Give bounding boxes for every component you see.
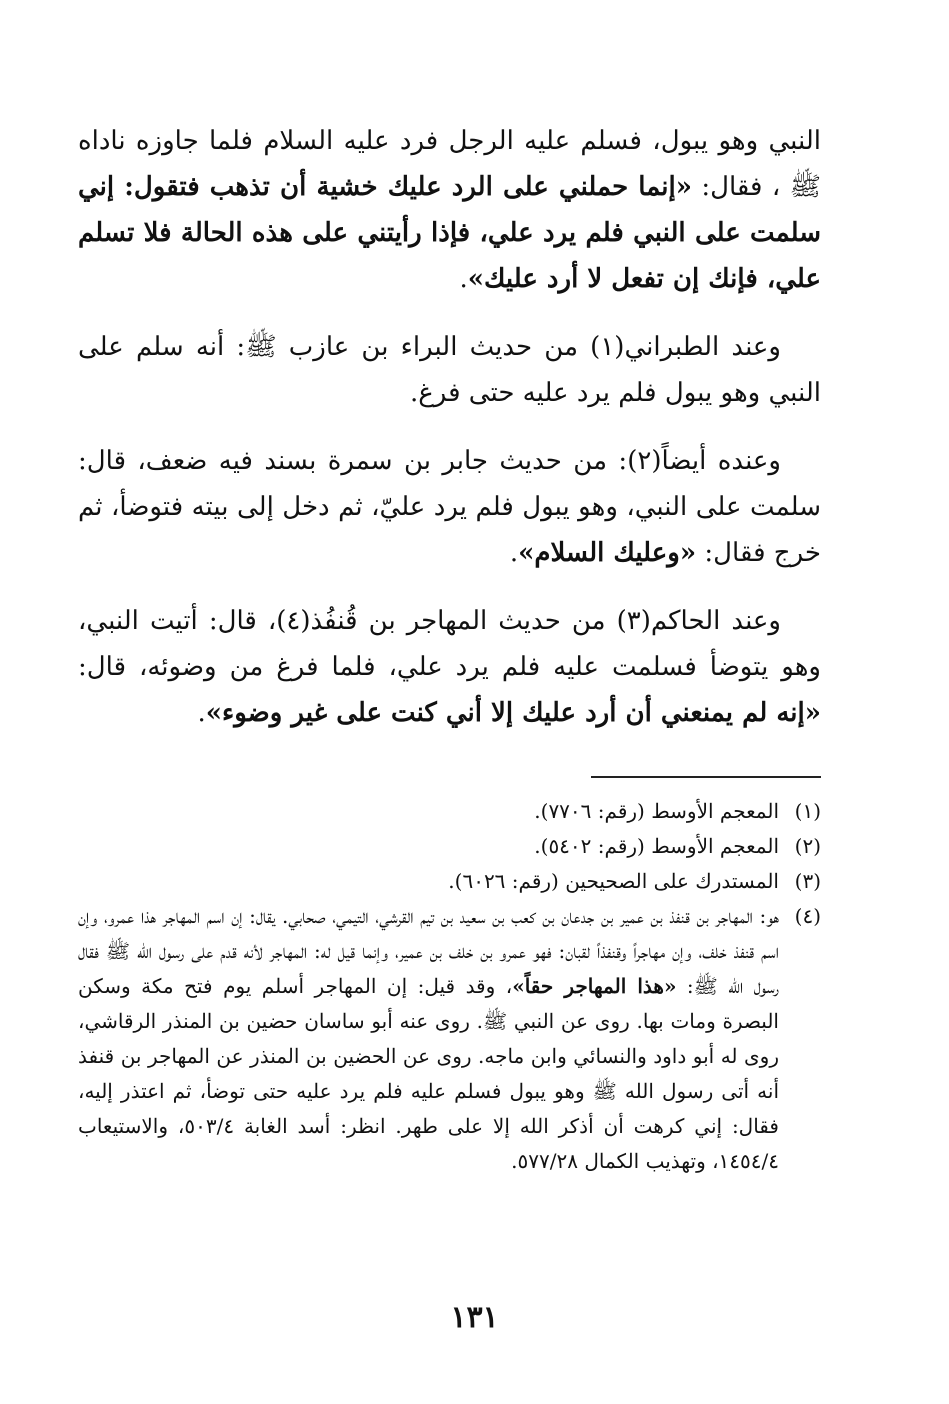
paragraph bbox=[78, 324, 821, 416]
footnote-separator bbox=[591, 776, 821, 778]
page-number: ١٣١ bbox=[450, 1300, 499, 1335]
text-segment: النبي وهو يبول، فسلم عليه الرجل فرد عليه السلام فلما جاوزه ناداه ﷺ ، فقال: bbox=[78, 126, 821, 202]
footnote bbox=[78, 864, 821, 899]
bold-quote: «إنما حملني على الرد عليك خشية أن تذهب فتقول: إني سلمت على النبي فلم يرد علي، فإذا رأيتني على هذه الحالة فلا تسلم علي، فإنك إن تفعل لا أرد عليك» bbox=[78, 172, 821, 294]
text-segment: هو: المهاجر بن قنفذ بن عمير بن جدعان بن كعب بن سعيد بن تيم القرشي، التيمي، صحابي. يقال: إن اسم المهاجر هذا عمرو، وإن اسم قنفذ خلف، وإن مهاجراً وقنفذاً لقبان: فهو عمرو بن خلف بن عمير، وإنما قيل له: المهاجر لأنه قدم على رسول الله ﷺ فقال رسول الله ﷺ: bbox=[78, 904, 779, 998]
paragraph bbox=[78, 438, 821, 576]
footnote-number: (٣) bbox=[794, 869, 821, 893]
footnote-number: (٢) bbox=[794, 834, 821, 858]
footnote-text bbox=[78, 794, 779, 829]
footnote-text bbox=[78, 829, 779, 864]
text-segment: . bbox=[459, 264, 468, 294]
text-segment: ، وقد قيل: إن المهاجر أسلم يوم فتح مكة وسكن البصرة ومات بها. روى عن النبي ﷺ. روى عنه أبو ساسان حضين بن المنذر الرقاشي، روى له أبو داود والنسائي وابن ماجه. روى عن الحضين بن المنذر عن المهاجر بن قنفذ أنه أتى رسول الله ﷺ وهو يبول فسلم عليه فلم يرد عليه حتى توضأ، ثم اعتذر إليه، فقال: إني كرهت أن أذكر الله إلا على طهر. انظر: أسد الغابة ٥٠٣/٤، والاستيعاب ١٤٥٤/٤، وتهذيب الكمال ٥٧٧/٢٨. bbox=[78, 974, 779, 1173]
text-segment: وعند الحاكم(٣) من حديث المهاجر بن قُنفُذ(٤)، قال: أتيت النبي، وهو يتوضأ فسلمت عليه فلم يرد علي، فلما فرغ من وضوئه، قال: bbox=[78, 606, 821, 682]
bold-quote: «وعليك السلام» bbox=[518, 538, 697, 568]
footnote bbox=[78, 899, 821, 1179]
text-segment: وعند الطبراني(١) من حديث البراء بن عازب ﷺ: أنه سلم على النبي وهو يبول فلم يرد عليه حتى فرغ. bbox=[78, 332, 821, 408]
bold-quote: «إنه لم يمنعني أن أرد عليك إلا أني كنت على غير وضوء» bbox=[205, 698, 821, 728]
paragraph bbox=[78, 598, 821, 736]
footnote bbox=[78, 829, 821, 864]
text-segment: المعجم الأوسط (رقم: ٧٧٠٦). bbox=[534, 799, 779, 823]
main-text bbox=[78, 118, 821, 736]
footnote-text bbox=[78, 899, 779, 1179]
text-segment: . bbox=[197, 698, 206, 728]
footnotes bbox=[78, 794, 821, 1179]
text-segment: . bbox=[509, 538, 519, 568]
text-segment: المستدرك على الصحيحين (رقم: ٦٠٢٦). bbox=[448, 869, 779, 893]
footnote bbox=[78, 794, 821, 829]
footnote-text bbox=[78, 864, 779, 899]
text-segment: المعجم الأوسط (رقم: ٥٤٠٢). bbox=[534, 834, 779, 858]
footnote-number: (١) bbox=[794, 799, 821, 823]
bold-quote: «هذا المهاجر حقاً» bbox=[512, 974, 677, 998]
text-segment: وعنده أيضاً(٢): من حديث جابر بن سمرة بسند فيه ضعف، قال: سلمت على النبي، وهو يبول فلم يرد عليّ، ثم دخل إلى بيته فتوضأ، ثم خرج فقال: bbox=[78, 446, 821, 568]
page-body bbox=[78, 118, 821, 1179]
footnote-number: (٤) bbox=[794, 904, 821, 928]
paragraph bbox=[78, 118, 821, 302]
